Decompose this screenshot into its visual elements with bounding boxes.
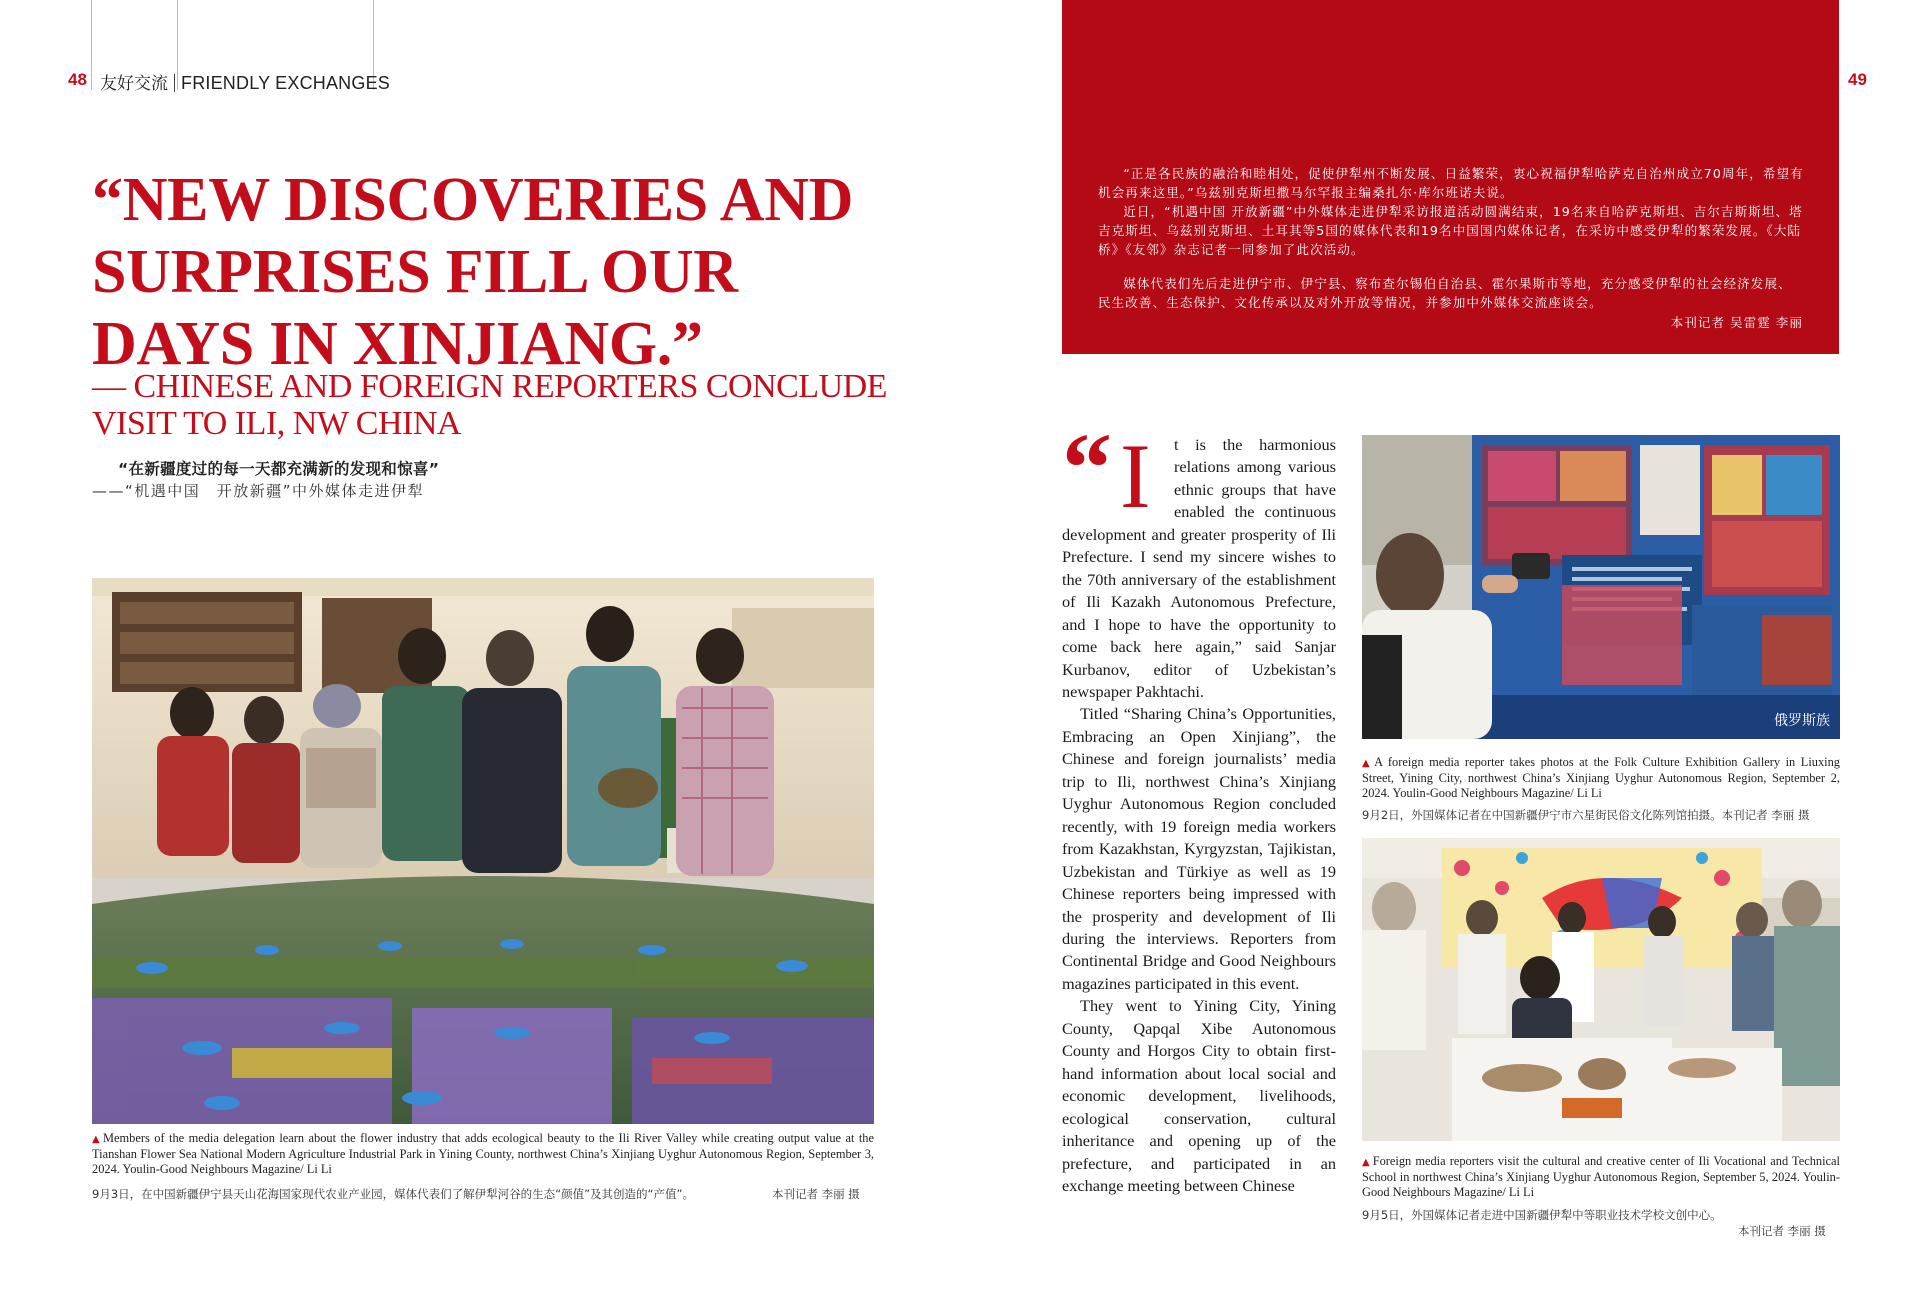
main-photo-caption <box>92 1131 874 1177</box>
creative-center-photo-caption-cn: 9月5日，外国媒体记者走进中国新疆伊犁中等职业技术学校文创中心。 <box>1362 1208 1722 1222</box>
caption-arrow-icon: ▲ <box>1362 1157 1371 1168</box>
article-subheadline: — CHINESE AND FOREIGN REPORTERS CONCLUDE VISIT TO ILI, NW CHINA <box>92 368 887 442</box>
body-paragraph-2: Titled “Sharing China’s Opportunities, Embracing an Open Xinjiang”, the Chinese and foreign journalists’ media trip to Ili, northwest China’s Xinjiang Uyghur Autonomous Region concluded recently, with 19 foreign media workers from Kazakhstan, Kyrgyzstan, Tajikistan, Uzbekistan and Türkiye as well as 19 Chinese reporters being impressed with the prosperity and development of Ili during the interviews. Reporters from Continental Bridge and Good Neighbours magazines participated in this event. <box>1062 704 1336 993</box>
caption-arrow-icon: ▲ <box>92 1134 102 1145</box>
opening-quote-mark: “ <box>1062 412 1112 523</box>
main-photo-caption-text: Members of the media delegation learn about the flower industry that adds ecological beauty to the Ili River Valley while creating output value at the Tianshan Flower Sea National Modern Agriculture Industrial Park in Yining County, northwest China’s Xinjiang Uyghur Autonomous Region, September 3, 2024. Youlin-Good Neighbours Magazine/ Li Li <box>92 1131 874 1176</box>
main-photo <box>92 578 874 1124</box>
page-number-left: 48 <box>68 70 87 89</box>
summary-paragraph-1: “正是各民族的融洽和睦相处，促使伊犁州不断发展、日益繁荣，衷心祝福伊犁哈萨克自治州成立70周年，希望有机会再来这里。”乌兹别克斯坦撒马尔罕报主编桑扎尔·库尔班诺夫说。 <box>1098 166 1804 200</box>
body-paragraph-1-text: t is the harmonious relations among various ethnic groups that have enabled the continuous development and greater prosperity of Ili Prefecture. I send my sincere wishes to the 70th anniversary of the establishment of Ili Kazakh Autonomous Prefecture, and I hope to have the opportunity to come back here again,” said Sanjar Kurbanov, editor of Uzbekistan’s newspaper Pakhtachi. <box>1062 435 1336 701</box>
creative-center-photo-caption <box>1362 1154 1840 1200</box>
section-label-en: FRIENDLY EXCHANGES <box>181 73 390 93</box>
body-paragraph-1 <box>1062 412 1336 703</box>
section-label-divider <box>174 74 175 92</box>
body-paragraph-3: They went to Yining City, Yining County, Qapqal Xibe Autonomous County and Horgos City to obtain first-hand information about local social and economic development, livelihoods, ecological conservation, cultural inheritance and opening up of the prefecture, and participated in an exchange meeting between Chinese <box>1062 996 1336 1195</box>
creative-center-photo-credit-cn: 本刊记者 李丽 摄 <box>1738 1224 1826 1238</box>
article-cn-title: “在新疆度过的每一天都充满新的发现和惊喜” <box>118 460 440 478</box>
exhibition-photo-caption <box>1362 755 1840 801</box>
exhibition-photo-caption-cn: 9月2日，外国媒体记者在中国新疆伊宁市六星街民俗文化陈列馆拍摄。本刊记者 李丽 摄 <box>1362 808 1810 822</box>
drop-cap-block <box>1062 412 1172 527</box>
article-headline: “NEW DISCOVERIES AND SURPRISES FILL OUR DAYS IN XINJIANG.” <box>92 166 854 378</box>
section-label <box>100 69 390 94</box>
main-photo-caption-cn: 9月3日，在中国新疆伊宁县天山花海国家现代农业产业园，媒体代表们了解伊犁河谷的生态“颜值”及其创造的“产值”。 <box>92 1187 694 1201</box>
exhibition-photo <box>1362 435 1840 739</box>
summary-byline: 本刊记者 吴雷霆 李丽 <box>1670 315 1803 330</box>
drop-cap-letter: I <box>1120 425 1151 527</box>
exhibition-photo-caption-text: A foreign media reporter takes photos at the Folk Culture Exhibition Gallery in Liuxing Street, Yining City, northwest China’s Xinjiang Uyghur Autonomous Region, September 2, 2024. Youlin-Good Neighbours Magazine/ Li Li <box>1362 755 1840 800</box>
summary-paragraph-3: 媒体代表们先后走进伊宁市、伊宁县、察布查尔锡伯自治县、霍尔果斯市等地，充分感受伊犁的社会经济发展、民生改善、生态保护、文化传承以及对外开放等情况，并参加中外媒体交流座谈会。 <box>1098 276 1792 310</box>
section-label-cn: 友好交流 <box>100 74 168 94</box>
page-number-right: 49 <box>1848 70 1867 89</box>
creative-center-photo-caption-text: Foreign media reporters visit the cultural and creative center of Ili Vocational and Technical School in northwest China’s Xinjiang Uyghur Autonomous Region, September 5, 2024. Youlin-Good Neighbours Magazine/ Li Li <box>1362 1154 1840 1199</box>
main-photo-credit-cn: 本刊记者 李丽 摄 <box>772 1187 860 1201</box>
creative-center-photo <box>1362 838 1840 1141</box>
header-rule-left <box>91 0 92 90</box>
caption-arrow-icon: ▲ <box>1362 758 1373 769</box>
exhibit-sign-text: 俄罗斯族 <box>1774 713 1830 729</box>
chinese-summary-box <box>1062 0 1839 354</box>
summary-paragraph-2: 近日，“机遇中国 开放新疆”中外媒体走进伊犁采访报道活动圆满结束，19名来自哈萨克斯坦、吉尔吉斯斯坦、塔吉克斯坦、乌兹别克斯坦、土耳其等5国的媒体代表和19名中国国内媒体记者，在采访中感受伊犁的繁荣发展。《大陆桥》《友邻》杂志记者一同参加了此次活动。 <box>1098 204 1803 257</box>
article-cn-subtitle: ——“机遇中国 开放新疆”中外媒体走进伊犁 <box>92 482 425 500</box>
article-body <box>1062 412 1336 1197</box>
